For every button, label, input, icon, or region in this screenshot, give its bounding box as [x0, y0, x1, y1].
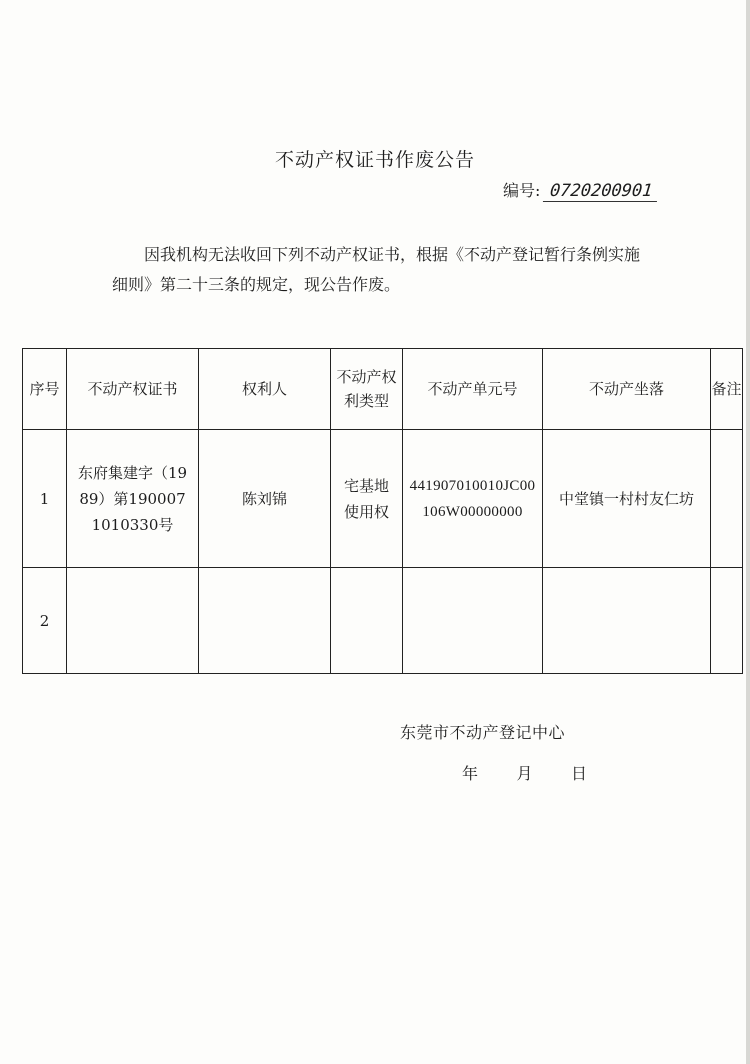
- cell-no: 2: [23, 568, 67, 674]
- date-month: 月: [516, 764, 533, 783]
- page-title: 不动产权证书作废公告: [274, 149, 475, 171]
- cell-certificate: 东府集建字（1989）第1900071010330号: [67, 430, 199, 568]
- serial-value: 0720200901: [543, 181, 660, 202]
- serial-number: [503, 178, 659, 202]
- header-location: 不动产坐落: [543, 349, 711, 430]
- cell-holder: [199, 568, 331, 674]
- cell-right-type: 宅基地使用权: [331, 430, 403, 568]
- cell-location: 中堂镇一村村友仁坊: [543, 430, 711, 568]
- cell-remark: [711, 568, 743, 674]
- announcement-paragraph: 因我机构无法收回下列不动产权证书，根据《不动产登记暂行条例实施细则》第二十三条的规定，现公告作废。: [112, 245, 641, 294]
- header-no: 序号: [23, 349, 67, 430]
- header-unit-no: 不动产单元号: [403, 349, 543, 430]
- cell-remark: [711, 430, 743, 568]
- cell-unit-no: 441907010010JC00106W00000000: [403, 430, 543, 568]
- cell-holder: 陈刘锦: [199, 430, 331, 568]
- serial-label: 编号:: [503, 181, 541, 200]
- table-row: [23, 568, 743, 674]
- header-holder: 权利人: [199, 349, 331, 430]
- table-header-row: [23, 349, 743, 430]
- table-row: [23, 430, 743, 568]
- cell-location: [543, 568, 711, 674]
- header-right-type: 不动产权利类型: [331, 349, 403, 430]
- date-line: [462, 761, 587, 784]
- cell-right-type: [331, 568, 403, 674]
- issuing-organization: 东莞市不动产登记中心: [400, 723, 566, 742]
- certificate-table: [22, 348, 743, 674]
- date-year: 年: [462, 764, 479, 783]
- scan-edge: [746, 0, 750, 1064]
- header-remark: 备注: [711, 349, 743, 430]
- date-day: 日: [570, 764, 587, 783]
- cell-unit-no: [403, 568, 543, 674]
- header-certificate: 不动产权证书: [67, 349, 199, 430]
- cell-certificate: [67, 568, 199, 674]
- cell-no: 1: [23, 430, 67, 568]
